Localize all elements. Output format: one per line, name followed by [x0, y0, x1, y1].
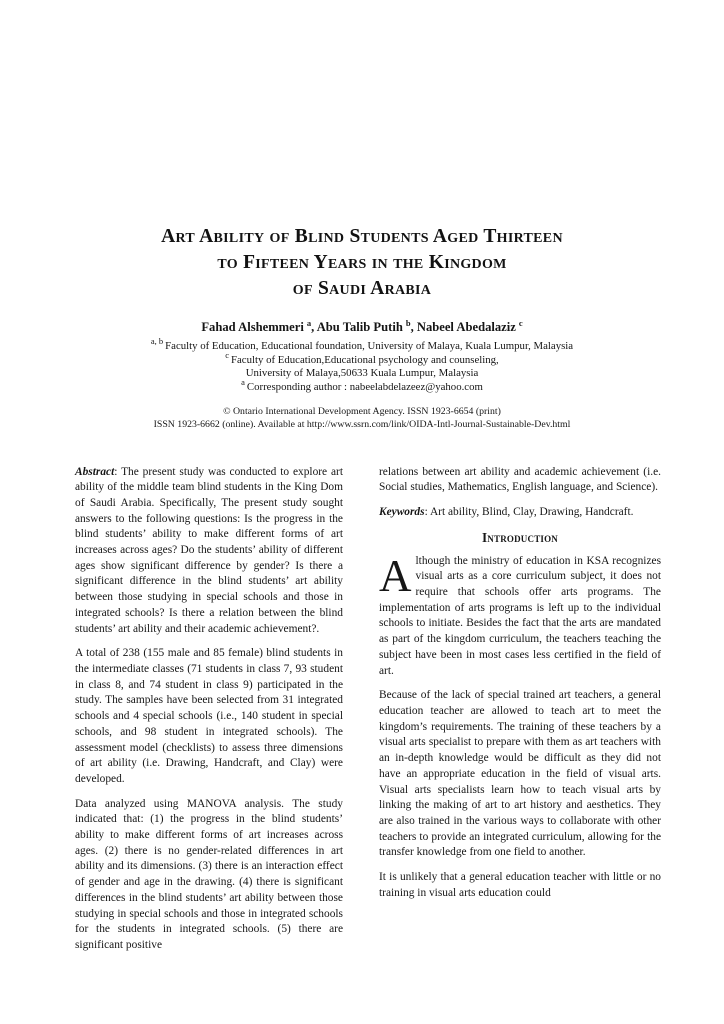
drop-cap: A: [379, 550, 412, 601]
body-columns: [0, 465, 724, 963]
author-name-2: , Abu Talib Putih: [311, 320, 403, 334]
corresponding-author-mark: a: [241, 377, 245, 388]
author-3-affil-mark: c: [518, 317, 523, 328]
keywords-paragraph: [379, 505, 661, 521]
author-name-1: Fahad Alshemmeri: [201, 320, 304, 334]
authors-line: [0, 319, 724, 335]
abstract-paragraph-4: relations between art ability and academic achievement (i.e. Social studies, Mathematics, English language, and Science).: [379, 465, 661, 494]
abstract-paragraph-1-text: : The present study was conducted to explore art ability of the middle team blind students in the King Dom of Saudi Arabia. Specifically, The present study sought answers to the following questions: Is the progress in the blind students’ ability to make different forms of art increases across ages? Do the students’ ability of different ages show significant difference by gender? Is there a significant difference in the blind students’ art ability between those studying in special schools and those in integrated schools? Is there a relation between the blind students’ art ability and their academic achievement?.: [75, 465, 343, 635]
left-column: [75, 465, 343, 963]
paper-title-line-2: to Fifteen Years in the Kingdom: [217, 252, 507, 273]
author-name-3: , Nabeel Abedalaziz: [410, 320, 516, 334]
right-column: [379, 465, 661, 963]
keywords-text: : Art ability, Blind, Clay, Drawing, Handcraft.: [424, 505, 634, 518]
affiliations: [0, 336, 724, 394]
corresponding-author-text: Corresponding author : nabeelabdelazeez@yahoo.com: [246, 380, 483, 393]
introduction-paragraph-3: It is unlikely that a general education teacher with little or no training in visual arts education could: [379, 871, 661, 899]
affiliation-line-1: [0, 336, 724, 354]
author-1-affil-mark: a: [306, 317, 312, 328]
affiliation-line-3: [0, 367, 724, 381]
introduction-heading: Introduction: [481, 529, 559, 545]
affiliation-1-mark: a, b: [150, 336, 164, 347]
affiliation-2-mark: c: [225, 350, 229, 360]
abstract-paragraph-1: [75, 465, 343, 638]
imprint-line-2: ISSN 1923-6662 (online). Available at http://www.ssrn.com/link/OIDA-Intl-Journal-Sustainable-Dev.html: [153, 418, 571, 430]
introduction-paragraph-1: [379, 550, 661, 680]
introduction-paragraph-2: Because of the lack of special trained art teachers, a general education teacher are allowed to teach art to meet the kingdom’s requirements. The training of these teachers by a visual arts specialist to prepare with them as art teachers with an in-depth knowledge would be difficult as they did not have an appropriate education in the field of visual arts. Visual arts specialists learn how to teach visual arts by linking the making of art to art history and aesthetics. They are also trained in the various ways to collaborate with other teachers to provide an integrated curriculum, allowing for the transfer knowledge from one field to another.: [379, 689, 661, 859]
journal-imprint: [0, 406, 724, 431]
abstract-paragraph-3: Data analyzed using MANOVA analysis. The study indicated that: (1) the progress in the blind students’ ability to make different forms of art increases across ages. (2) there is no gender-related differences in art ability and its dimensions. (3) there is an interaction effect of gender and age in the drawing. (4) there is significant differences in the blind students’ art ability between those studying in special schools and those in integrated schools for the students in integrated schools. (5) there are significant positive: [75, 797, 343, 951]
paper-title-line-3: of Saudi Arabia: [292, 278, 432, 299]
introduction-paragraph-1-text: lthough the ministry of education in KSA recognizes visual arts as a core curriculum subject, it does not require that schools offer arts programs. The implementation of arts programs is left up to the individual schools to initiate. Besides the fact that the arts are mandated as part of the kingdom curriculum, the teachers teaching the subject have been in most cases less certified in the field of art.: [379, 554, 661, 677]
keywords-label: Keywords: [379, 505, 425, 518]
affiliation-line-2: [0, 350, 724, 368]
affiliation-2-text: Faculty of Education,Educational psychology and counseling,: [231, 353, 499, 366]
imprint-line-1: © Ontario International Development Agency. ISSN 1923-6654 (print): [223, 406, 501, 418]
abstract-paragraph-2: A total of 238 (155 male and 85 female) blind students in the intermediate classes (71 students in class 7, 93 student in class 8, and 74 student in class 9) participated in the study. The samples have been selected from 31 integrated schools and 4 special schools (i.e., 140 student in special schools, and 98 student in integrated schools). The assessment model (checklists) to assess three dimensions of art ability (i.e. Drawing, Handcraft, and Clay) were developed.: [75, 647, 343, 785]
abstract-label: Abstract: [75, 465, 115, 478]
paper-title: [0, 224, 724, 302]
affiliation-3-text: University of Malaya,50633 Kuala Lumpur, Malaysia: [245, 367, 479, 380]
affiliation-1-text: Faculty of Education, Educational foundation, University of Malaya, Kuala Lumpur, Malaysia: [165, 340, 574, 352]
corresponding-author-line: [0, 377, 724, 395]
author-2-affil-mark: b: [405, 317, 411, 328]
paper-title-line-1: Art Ability of Blind Students Aged Thirteen: [161, 226, 563, 247]
